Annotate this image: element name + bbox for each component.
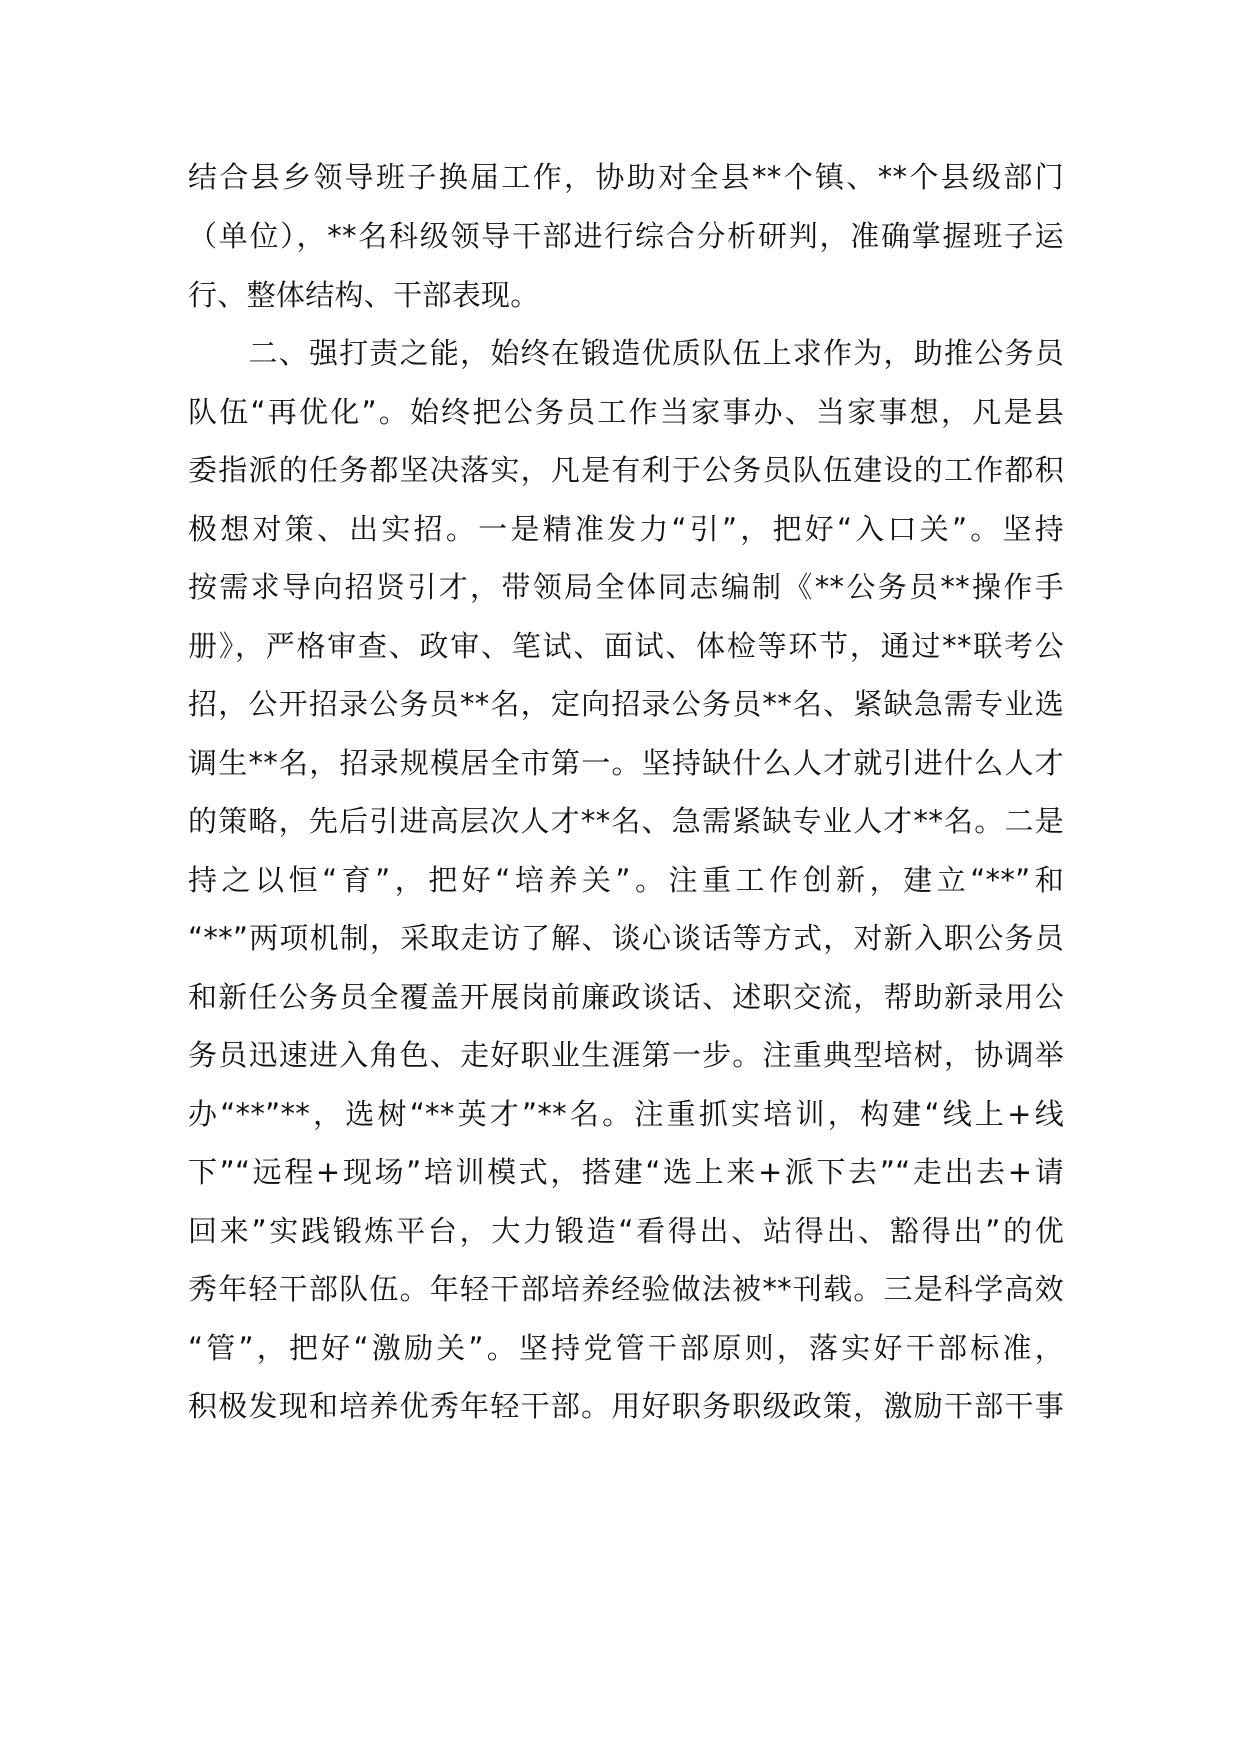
- text-line: “管”，把好“激励关”。坚持党管干部原则，落实好干部标准，: [188, 1331, 1064, 1365]
- text-line: 调生**名，招录规模居全市第一。坚持缺什么人才就引进什么人才: [188, 746, 1064, 780]
- text-line: 回来”实践锻炼平台，大力锻造“看得出、站得出、豁得出”的优: [188, 1214, 1064, 1248]
- text-line: 办“**”**，选树“**英才”**名。注重抓实培训，构建“线上+线: [188, 1097, 1064, 1131]
- text-line: 按需求导向招贤引才，带领局全体同志编制《**公务员**操作手: [188, 570, 1064, 604]
- text-line: 和新任公务员全覆盖开展岗前廉政谈话、述职交流，帮助新录用公: [188, 980, 1064, 1014]
- text-line: （单位），**名科级领导干部进行综合分析研判，准确掌握班子运: [188, 219, 1064, 253]
- paragraph-start-line: 二、强打责之能，始终在锻造优质队伍上求作为，助推公务员: [188, 336, 1064, 370]
- text-line: 的策略，先后引进高层次人才**名、急需紧缺专业人才**名。二是: [188, 804, 1064, 838]
- text-line: 秀年轻干部队伍。年轻干部培养经验做法被**刊载。三是科学高效: [188, 1272, 1064, 1306]
- text-line: 积极发现和培养优秀年轻干部。用好职务职级政策，激励干部干事: [188, 1389, 1064, 1423]
- text-line: 结合县乡领导班子换届工作，协助对全县**个镇、**个县级部门: [188, 160, 1064, 194]
- text-line: 极想对策、出实招。一是精准发力“引”，把好“入口关”。坚持: [188, 512, 1064, 546]
- text-line: 委指派的任务都坚决落实，凡是有利于公务员队伍建设的工作都积: [188, 453, 1064, 487]
- text-line: 下”“远程+现场”培训模式，搭建“选上来+派下去”“走出去+请: [188, 1155, 1064, 1189]
- text-line: 册》，严格审查、政审、笔试、面试、体检等环节，通过**联考公: [188, 629, 1064, 663]
- text-line: 持之以恒“育”，把好“培养关”。注重工作创新，建立“**”和: [188, 863, 1064, 897]
- text-line: 行、整体结构、干部表现。: [188, 278, 540, 312]
- text-line: 招，公开招录公务员**名，定向招录公务员**名、紧缺急需专业选: [188, 687, 1064, 721]
- text-line: 务员迅速进入角色、走好职业生涯第一步。注重典型培树，协调举: [188, 1038, 1064, 1072]
- text-line: 队伍“再优化”。始终把公务员工作当家事办、当家事想，凡是县: [188, 395, 1064, 429]
- text-line: “**”两项机制，采取走访了解、谈心谈话等方式，对新入职公务员: [188, 921, 1064, 955]
